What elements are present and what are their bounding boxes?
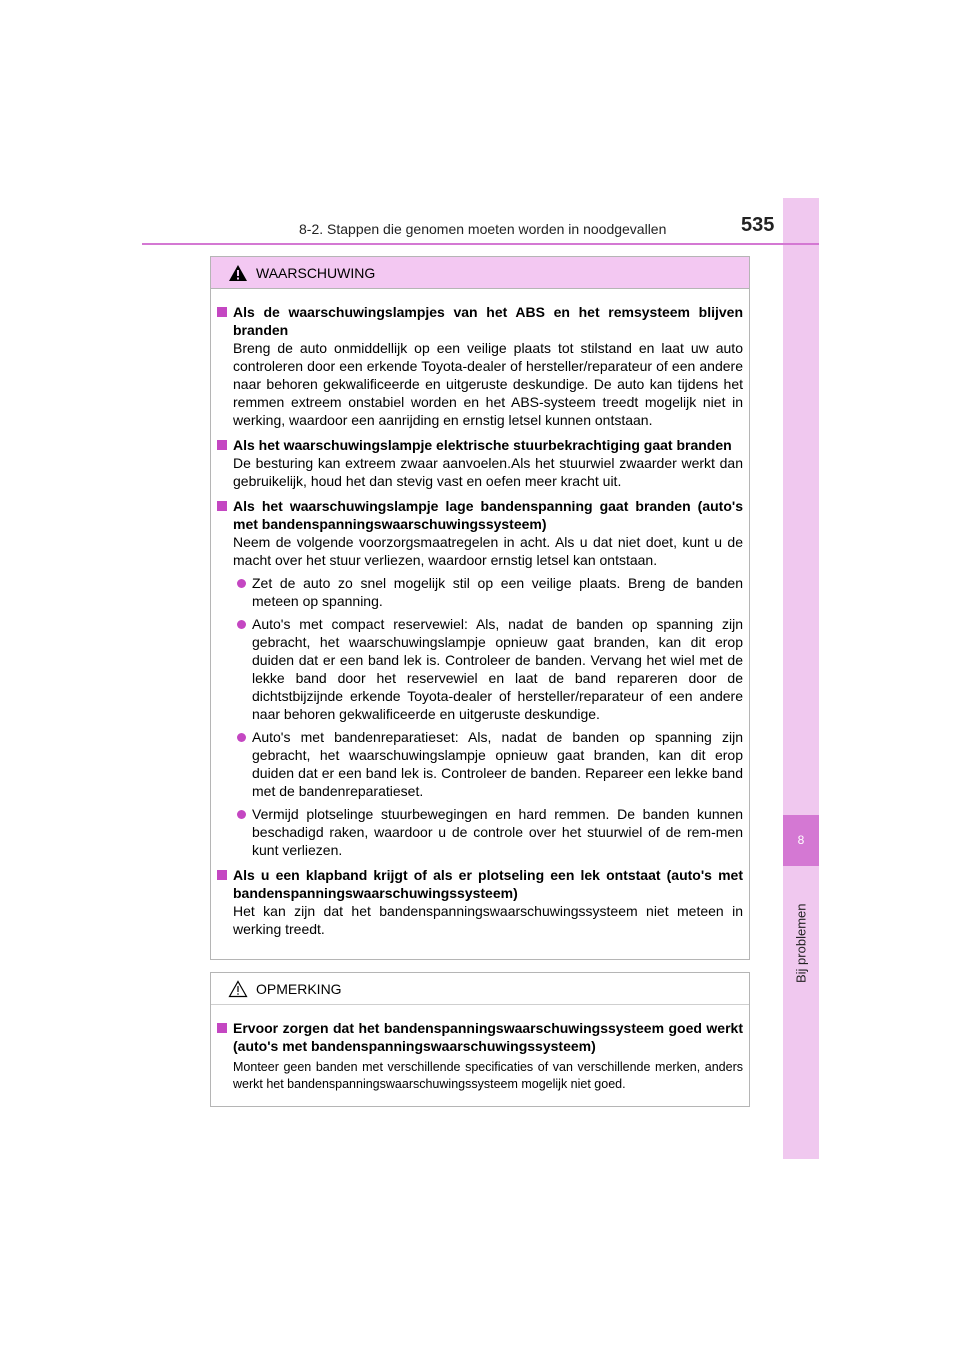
round-bullet-icon bbox=[237, 620, 246, 629]
item-text: Monteer geen banden met verschillende specificaties of van verschillende merken, anders werkt het bandenspanningswaarschuwingssysteem mogelijk niet goed. bbox=[233, 1060, 743, 1091]
caution-outline-triangle-icon bbox=[228, 980, 248, 998]
item-text: Neem de volgende voorzorgsmaatregelen in acht. Als u dat niet doet, kunt u de macht over het stuur verliezen, waardoor ernstig letsel kan ontstaan. bbox=[233, 534, 743, 568]
header-divider bbox=[142, 243, 819, 245]
bullet-item bbox=[237, 728, 743, 800]
warning-item bbox=[217, 866, 743, 938]
bullet-text: Auto's met bandenreparatieset: Als, nadat de banden op spanning zijn gebracht, het waarschuwingslampje opnieuw gaat branden, kan dit erop duiden dat er een band lek is. Controleer de banden. Repareer een lekke band met de bandenreparatieset. bbox=[252, 729, 743, 799]
bullet-item bbox=[237, 805, 743, 859]
chapter-number: 8 bbox=[783, 815, 819, 866]
item-text: De besturing kan extreem zwaar aanvoelen.Als het stuurwiel zwaarder werkt dan gebruikelijk, houd het dan stevig vast en oefen meer kracht uit. bbox=[233, 455, 743, 489]
square-bullet-icon bbox=[217, 1023, 227, 1033]
page-number: 535 bbox=[741, 214, 775, 236]
note-box bbox=[210, 972, 750, 1107]
square-bullet-icon bbox=[217, 307, 227, 317]
warning-label: WAARSCHUWING bbox=[256, 264, 376, 281]
bullet-text: Auto's met compact reservewiel: Als, nadat de banden op spanning zijn gebracht, het waarschuwingslampje opnieuw gaat branden, kan dit erop duiden dat er een band lek is. Controleer de banden. Vervang het wiel met de lekke band door het reservewiel en laat de band repareren door de dichtstbijzijnde erkende Toyota-dealer of hersteller/reparateur of een andere naar behoren gekwalificeerde en uitgeruste deskundige. bbox=[252, 616, 743, 722]
warning-box bbox=[210, 256, 750, 960]
note-label: OPMERKING bbox=[256, 980, 342, 997]
square-bullet-icon bbox=[217, 501, 227, 511]
item-title: Als het waarschuwingslampje lage bandenspanning gaat branden (auto's met bandenspanningswaarschuwingssysteem) bbox=[233, 498, 743, 532]
note-header bbox=[211, 973, 749, 1005]
item-title: Als u een klapband krijgt of als er plotseling een lek ontstaat (auto's met bandenspanningswaarschuwingssysteem) bbox=[233, 867, 743, 901]
item-text: Breng de auto onmiddellijk op een veilige plaats tot stilstand en laat uw auto controleren door een erkende Toyota-dealer of hersteller/reparateur of een andere naar behoren gekwalificeerde en uitgeruste deskundige. De auto kan tijdens het remmen extreem onstabiel worden en het ABS-systeem treedt mogelijk niet in werking, waardoor een aanrijding en ernstig letsel kunnen ontstaan. bbox=[233, 340, 743, 428]
square-bullet-icon bbox=[217, 440, 227, 450]
item-title: Ervoor zorgen dat het bandenspanningswaarschuwingssysteem goed werkt (auto's met bandenspanningswaarschuwingssysteem) bbox=[233, 1020, 743, 1054]
bullet-text: Zet de auto zo snel mogelijk stil op een veilige plaats. Breng de banden meteen op spanning. bbox=[252, 575, 743, 609]
chapter-side-tab bbox=[783, 198, 819, 1159]
item-title: Als de waarschuwingslampjes van het ABS en het remsysteem blijven branden bbox=[233, 304, 743, 338]
bullet-item bbox=[237, 615, 743, 723]
chapter-label: Bij problemen bbox=[793, 903, 809, 983]
warning-triangle-icon bbox=[228, 264, 248, 282]
round-bullet-icon bbox=[237, 579, 246, 588]
item-title: Als het waarschuwingslampje elektrische stuurbekrachtiging gaat branden bbox=[233, 437, 732, 453]
bullet-text: Vermijd plotselinge stuurbewegingen en hard remmen. De banden kunnen beschadigd raken, waardoor u de controle over het stuurwiel of de rem-men kunt verliezen. bbox=[252, 806, 743, 858]
warning-item bbox=[217, 303, 743, 429]
note-item bbox=[217, 1019, 743, 1093]
section-title: 8-2. Stappen die genomen moeten worden in noodgevallen bbox=[299, 221, 667, 237]
warning-item bbox=[217, 436, 743, 490]
warning-header bbox=[211, 257, 749, 289]
round-bullet-icon bbox=[237, 810, 246, 819]
bullet-item bbox=[237, 574, 743, 610]
item-text: Het kan zijn dat het bandenspanningswaarschuwingssysteem niet meteen in werking treedt. bbox=[233, 903, 743, 937]
round-bullet-icon bbox=[237, 733, 246, 742]
warning-item bbox=[217, 497, 743, 859]
square-bullet-icon bbox=[217, 870, 227, 880]
